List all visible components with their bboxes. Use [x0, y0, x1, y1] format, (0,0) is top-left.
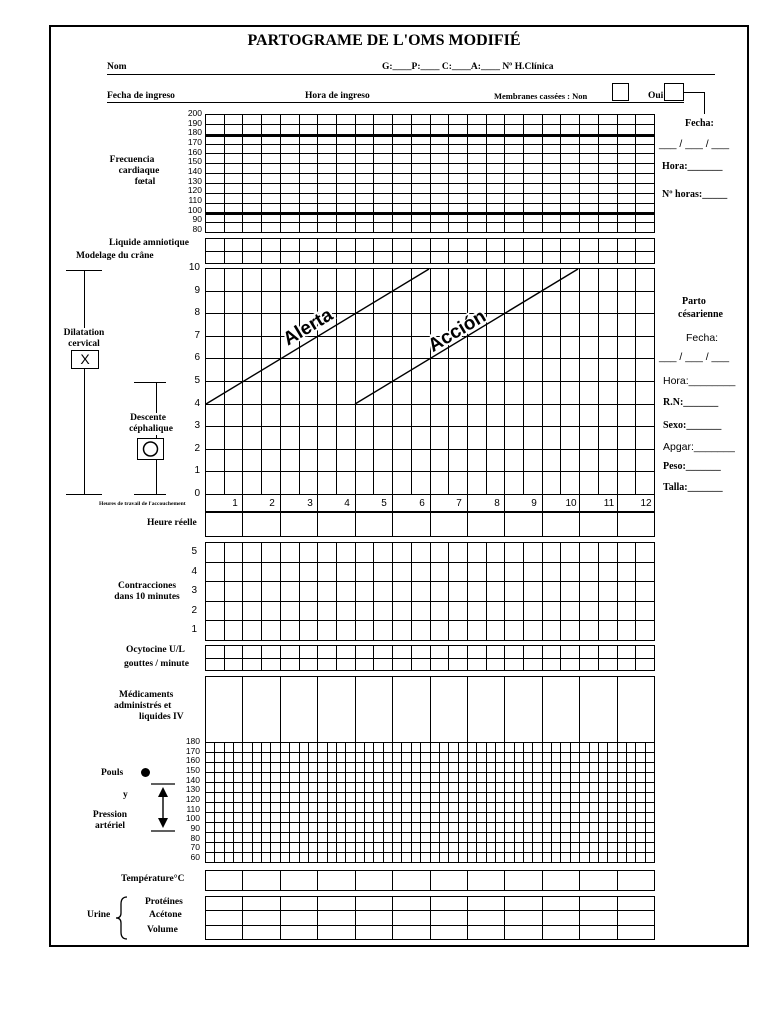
contractions-label-1: Contracciones — [117, 581, 177, 591]
temperature-label: Température°C — [121, 874, 185, 884]
axis-tick-label: 70 — [190, 842, 200, 852]
hour-label: 1 — [232, 498, 238, 509]
axis-tick-label: 140 — [185, 775, 200, 785]
grid-vline — [430, 676, 431, 742]
pression-label-1: Pression — [92, 810, 128, 820]
axis-tick-label: 130 — [185, 784, 200, 794]
grid-vline — [317, 676, 318, 742]
horas-label: Nº horas:_____ — [662, 189, 728, 200]
axis-tick-label: 80 — [192, 224, 202, 234]
axis-tick-label: 170 — [187, 137, 202, 147]
grid-vline — [430, 512, 431, 536]
grid-vline — [579, 676, 580, 742]
grid-vline — [299, 542, 300, 640]
axis-tick-label: 180 — [187, 127, 202, 137]
axis-tick-label: 90 — [192, 214, 202, 224]
urine-acetone: Acétone — [149, 910, 182, 920]
axis-tick-label: 6 — [194, 352, 200, 363]
grid-vline — [448, 542, 449, 640]
axis-tick-label: 0 — [194, 488, 200, 499]
dilatation-x-symbol: X — [71, 350, 99, 369]
grid-vline — [467, 676, 468, 742]
urine-proteines: Protéines — [145, 897, 183, 907]
descente-label-2: céphalique — [129, 424, 173, 434]
urine-brace-icon — [113, 895, 133, 941]
dilatation-label-2: cervical — [68, 339, 100, 349]
parto-label: Parto — [682, 296, 706, 307]
axis-tick-label: 160 — [185, 755, 200, 765]
hora-label-mid: Hora:________ — [663, 375, 736, 387]
grid-vline — [579, 542, 580, 640]
grid-vline — [261, 542, 262, 640]
contractions-label — [104, 581, 190, 603]
axis-tick-label: 2 — [191, 605, 197, 616]
grid-vline — [355, 542, 356, 640]
fhr-label-2: cardiaque — [118, 166, 160, 176]
grid-hline — [205, 782, 654, 783]
accion-label: Acción — [424, 305, 490, 357]
grid-vline — [504, 512, 505, 536]
axis-tick-label: 100 — [185, 813, 200, 823]
talla-label: Talla:_______ — [663, 482, 723, 493]
axis-tick-label: 100 — [187, 205, 202, 215]
gpca-label: G:____P:____ C:____A:____ Nº H.Clínica — [382, 62, 554, 72]
axis-tick-label: 4 — [191, 566, 197, 577]
axis-tick-label: 5 — [191, 546, 197, 557]
grid-hline — [205, 581, 654, 582]
grid-vline — [317, 896, 318, 939]
axis-tick-label: 130 — [187, 176, 202, 186]
grid-vline — [542, 542, 543, 640]
rn-label: R.N:_______ — [663, 397, 719, 408]
axis-tick-label: 190 — [187, 118, 202, 128]
pouls-label: Pouls — [101, 768, 124, 778]
axis-tick-label: 110 — [188, 195, 202, 205]
cesarienne-label: césarienne — [678, 309, 723, 320]
grid-hline — [205, 792, 654, 793]
grid-vline — [542, 896, 543, 939]
grid-vline — [242, 896, 243, 939]
fecha-label-mid: Fecha: — [686, 332, 719, 344]
medicaments-label-1: Médicaments — [119, 690, 174, 700]
hora-label-top: Hora:_______ — [662, 161, 723, 172]
peso-label: Peso:_______ — [663, 461, 721, 472]
grid-vline — [242, 512, 243, 536]
grid-vline — [523, 542, 524, 640]
grid-vline — [542, 870, 543, 890]
axis-tick-label: 180 — [185, 736, 200, 746]
grid-vline — [504, 542, 505, 640]
grid-hline — [205, 802, 654, 803]
grid-vline — [242, 542, 243, 640]
fecha-ingreso-label: Fecha de ingreso — [107, 91, 175, 101]
grid-vline — [467, 512, 468, 536]
date-blank-mid: ___ / ___ / ___ — [659, 351, 730, 363]
hora-ingreso-label: Hora de ingreso — [305, 91, 370, 101]
grid-vline — [467, 870, 468, 890]
axis-tick-label: 10 — [188, 262, 200, 273]
grid-hline — [205, 852, 654, 853]
ocytocine-label: Ocytocine U/L — [126, 645, 185, 655]
heure-reelle-label: Heure réelle — [147, 518, 197, 528]
grid-vline — [336, 542, 337, 640]
hour-label: 8 — [494, 498, 500, 509]
apgar-label: Apgar:_______ — [663, 441, 735, 453]
grid-vline — [504, 870, 505, 890]
descente-label-1: Descente — [130, 413, 166, 423]
hour-label: 3 — [307, 498, 313, 509]
fecha-label-top: Fecha: — [685, 118, 714, 129]
grid-vline — [504, 676, 505, 742]
axis-tick-label: 9 — [194, 285, 200, 296]
grid-vline — [392, 512, 393, 536]
grid-vline — [355, 896, 356, 939]
hour-label: 2 — [269, 498, 275, 509]
hour-label: 4 — [344, 498, 350, 509]
axis-tick-label: 150 — [187, 156, 202, 166]
grid-vline — [617, 870, 618, 890]
grid-vline — [411, 542, 412, 640]
page-title: PARTOGRAME DE L'OMS MODIFIÉ — [247, 32, 521, 49]
grid-hline — [205, 658, 654, 659]
grid-hline — [205, 562, 654, 563]
axis-tick-label: 150 — [185, 765, 200, 775]
pression-arrow-icon — [148, 782, 178, 834]
grid-vline — [392, 676, 393, 742]
grid-vline — [280, 512, 281, 536]
hour-label: 9 — [531, 498, 537, 509]
grid-vline — [242, 676, 243, 742]
fhr-label-1: Frecuencia — [109, 155, 155, 165]
medicaments-label — [111, 690, 184, 723]
hour-label: 7 — [456, 498, 462, 509]
fhr-label-3: fœtal — [134, 177, 156, 187]
grid-vline — [355, 676, 356, 742]
axis-tick-label: 2 — [194, 443, 200, 454]
grid-hline — [205, 925, 654, 926]
grid-hline — [205, 832, 654, 833]
pression-label — [86, 810, 134, 832]
axis-tick-label: 5 — [194, 375, 200, 386]
contractions-label-2: dans 10 minutes — [114, 592, 180, 602]
grid-vline — [355, 512, 356, 536]
date-blank-top: ___ / ___ / ___ — [659, 138, 730, 150]
grid-vline — [430, 542, 431, 640]
grid-vline — [467, 542, 468, 640]
grid-vline — [392, 870, 393, 890]
pression-label-2: artériel — [94, 821, 126, 831]
hour-label: 5 — [381, 498, 387, 509]
grid-vline — [242, 870, 243, 890]
grid-vline — [598, 542, 599, 640]
axis-tick-label: 200 — [187, 108, 202, 118]
axis-tick-label: 140 — [187, 166, 202, 176]
hour-label: 10 — [565, 498, 577, 509]
alerta-label: Alerta — [279, 304, 337, 351]
nom-label: Nom — [107, 62, 127, 72]
grid-hline — [205, 812, 654, 813]
grid-vline — [317, 542, 318, 640]
grid-vline — [579, 870, 580, 890]
axis-tick-label: 110 — [186, 804, 200, 814]
grid-vline — [317, 870, 318, 890]
grid-vline — [579, 512, 580, 536]
pouls-dot-icon — [141, 768, 150, 777]
axis-tick-label: 120 — [185, 794, 200, 804]
grid-vline — [560, 542, 561, 640]
axis-tick-label: 8 — [194, 307, 200, 318]
grid-hline — [205, 601, 654, 602]
grid-hline — [205, 620, 654, 621]
axis-tick-label: 3 — [191, 585, 197, 596]
axis-tick-label: 120 — [187, 185, 202, 195]
pouls-y-label: y — [123, 790, 128, 800]
axis-tick-label: 1 — [191, 624, 197, 635]
dilatation-label-1: Dilatation — [63, 328, 105, 338]
oui-label: Oui — [648, 91, 664, 101]
grid-vline — [224, 542, 225, 640]
hours-caption: Heures de travail de l'accouchement — [99, 501, 186, 507]
medicaments-label-3: liquides IV — [139, 712, 184, 722]
grid-vline — [280, 870, 281, 890]
axis-tick-label: 3 — [194, 420, 200, 431]
sexo-label: Sexo:_______ — [663, 420, 722, 431]
grid-vline — [355, 870, 356, 890]
liquide-label: Liquide amniotique — [109, 238, 189, 248]
modelage-label: Modelage du crâne — [76, 251, 154, 261]
grid-vline — [280, 676, 281, 742]
gouttes-label: gouttes / minute — [124, 659, 189, 669]
grid-vline — [430, 896, 431, 939]
axis-tick-label: 80 — [190, 833, 200, 843]
grid-vline — [392, 896, 393, 939]
grid-vline — [542, 512, 543, 536]
grid-vline — [635, 542, 636, 640]
hour-label: 6 — [419, 498, 425, 509]
hour-label: 11 — [603, 498, 615, 509]
axis-tick-label: 1 — [194, 465, 200, 476]
grid-hline — [205, 842, 654, 843]
grid-hline — [205, 752, 654, 753]
axis-tick-label: 160 — [187, 147, 202, 157]
grid-vline — [504, 896, 505, 939]
grid-hline — [205, 762, 654, 763]
grid-hline — [205, 822, 654, 823]
axis-tick-label: 60 — [190, 852, 200, 862]
grid-vline — [317, 512, 318, 536]
grid-vline — [579, 896, 580, 939]
urine-label: Urine — [87, 910, 111, 920]
grid-hline — [205, 772, 654, 773]
grid-vline — [280, 542, 281, 640]
axis-tick-label: 90 — [190, 823, 200, 833]
alerta-line — [206, 269, 429, 404]
grid-vline — [617, 542, 618, 640]
grid-vline — [280, 896, 281, 939]
axis-tick-label: 7 — [194, 330, 200, 341]
axis-tick-label: 4 — [194, 398, 200, 409]
grid-vline — [430, 870, 431, 890]
grid-vline — [467, 896, 468, 939]
grid-vline — [617, 512, 618, 536]
hour-label: 12 — [640, 498, 652, 509]
grid-vline — [486, 542, 487, 640]
urine-volume: Volume — [147, 925, 178, 935]
grid-vline — [542, 676, 543, 742]
grid-hline — [205, 910, 654, 911]
grid-vline — [617, 896, 618, 939]
medicaments-label-2: administrés et — [114, 701, 172, 711]
grid-vline — [617, 676, 618, 742]
grid-vline — [392, 542, 393, 640]
grid-vline — [373, 542, 374, 640]
axis-tick-label: 170 — [185, 746, 200, 756]
membranes-label: Membranes cassées : Non — [494, 91, 588, 101]
